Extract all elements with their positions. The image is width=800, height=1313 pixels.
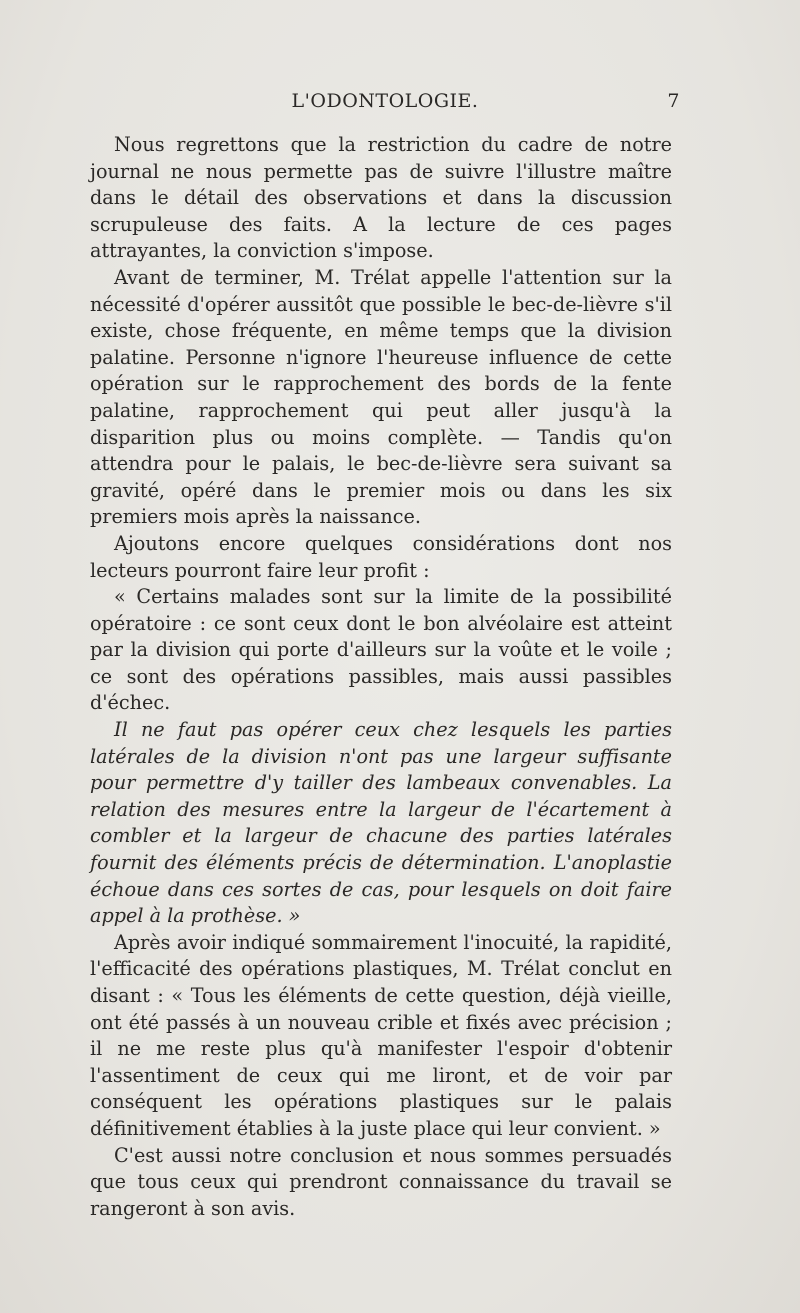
page-number: 7 <box>667 90 680 112</box>
paragraph: Avant de terminer, M. Trélat appelle l'attention sur la nécessité d'opérer aussitôt que possible le bec-de-lièvre s'il existe, chose fréquente, en même temps que la division palatine. Personne n'ignore l'heureuse influence de cette opération sur le rapprochement des bords de la fente palatine, rapprochement qui peut aller jusqu'à la disparition plus ou moins complète. — Tandis qu'on attendra pour le palais, le bec-de-lièvre sera suivant sa gravité, opéré dans le premier mois ou dans les six premiers mois après la naissance. <box>90 265 672 529</box>
body-text <box>90 132 672 1222</box>
paragraph: Nous regrettons que la restriction du cadre de notre journal ne nous permette pas de suivre l'illustre maître dans le détail des observations et dans la discussion scrupuleuse des faits. A la lecture de ces pages attrayantes, la conviction s'impose. <box>90 133 672 263</box>
italic-paragraph: Il ne faut pas opérer ceux chez lesquels les parties latérales de la division n'ont pas une largeur suffisante pour permettre d'y tailler des lambeaux convenables. La relation des mesures entre la largeur de l'écartement à combler et la largeur de chacune des parties latérales fournit des éléments précis de détermination. L'anoplastie échoue dans ces sortes de cas, pour lesquels on doit faire appel à la prothèse. » <box>90 718 672 928</box>
paragraph: C'est aussi notre conclusion et nous sommes persuadés que tous ceux qui prendront connaissance du travail se rangeront à son avis. <box>90 1143 672 1220</box>
paragraph: Après avoir indiqué sommairement l'inocuité, la rapidité, l'efficacité des opérations plastiques, M. Trélat conclut en disant : « Tous les éléments de cette question, déjà vieille, ont été passés à un nouveau crible et fixés avec précision ; il ne me reste plus qu'à manifester l'espoir d'obtenir l'assentiment de ceux qui me liront, et de voir par conséquent les opérations plastiques sur le palais définitivement établies à la juste place qui leur convient. » <box>90 930 672 1140</box>
running-title: L'ODONTOLOGIE. <box>291 90 479 112</box>
running-head <box>90 90 680 120</box>
paragraph: Ajoutons encore quelques considérations dont nos lecteurs pourront faire leur profit : <box>90 531 672 582</box>
paragraph: « Certains malades sont sur la limite de la possibilité opératoire : ce sont ceux dont le bon alvéolaire est atteint par la division qui porte d'ailleurs sur la voûte et le voile ; ce sont des opérations passibles, mais aussi passibles d'échec. <box>90 585 672 715</box>
